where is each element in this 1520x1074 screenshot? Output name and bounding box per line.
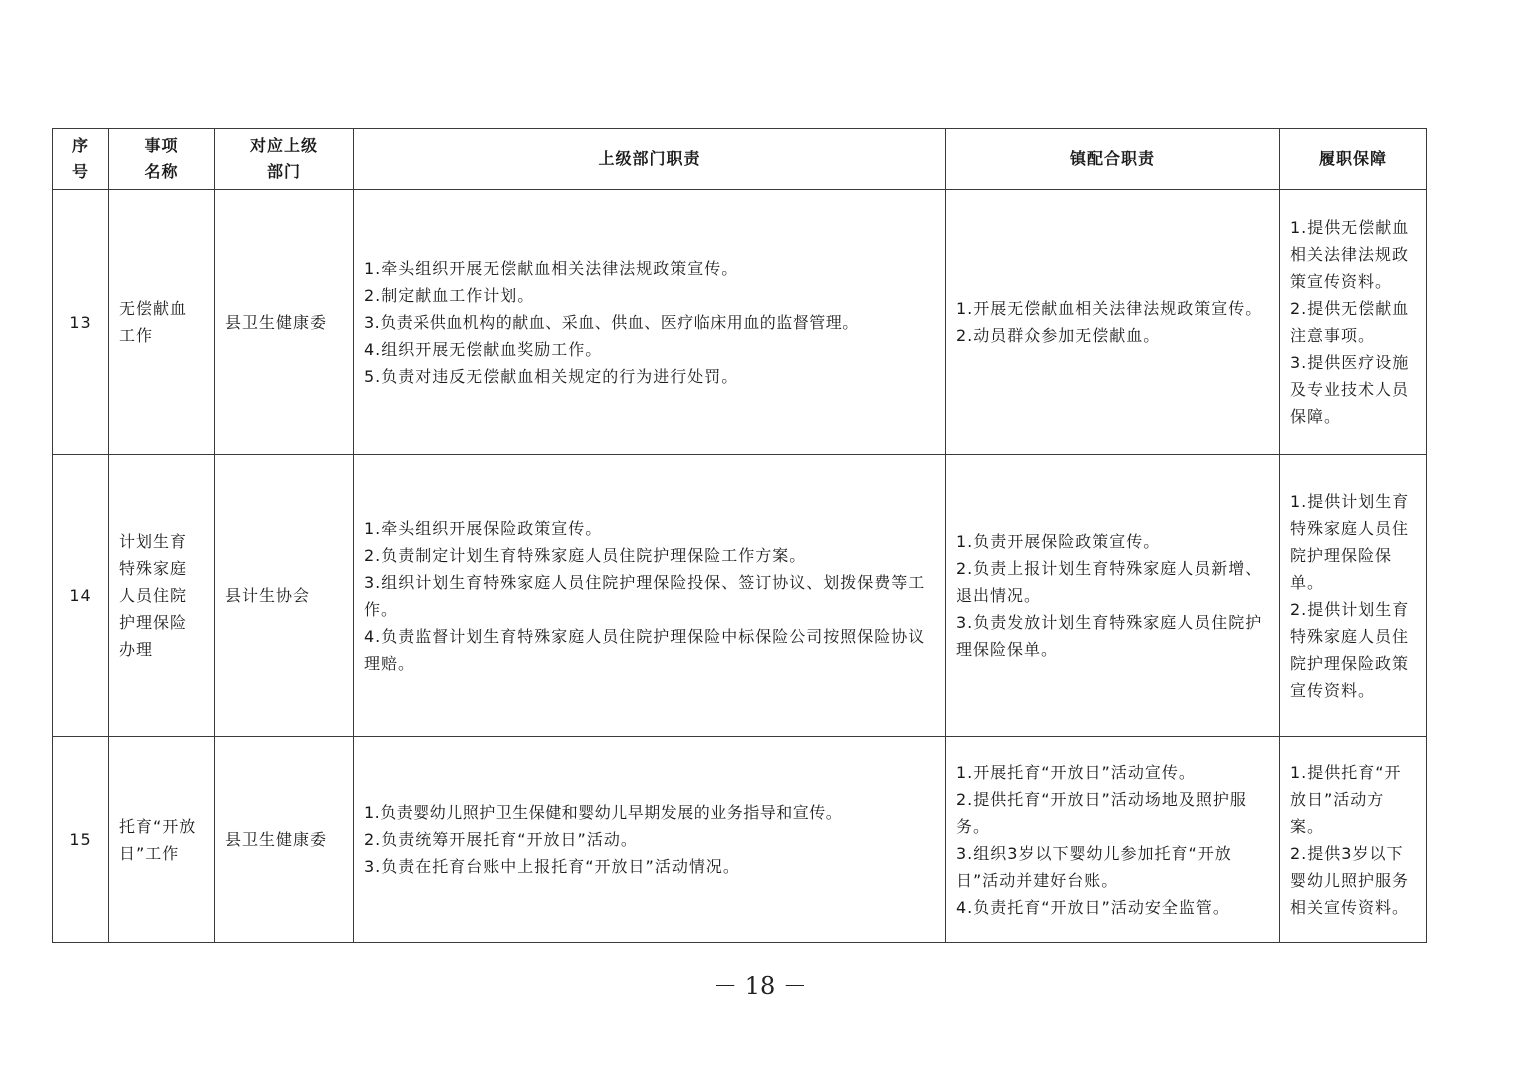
row-town-duties bbox=[946, 455, 1280, 737]
duty-line: 3.负责在托育台账中上报托育“开放日”活动情况。 bbox=[364, 857, 740, 876]
town-duty-line: 1.开展无偿献血相关法律法规政策宣传。 bbox=[956, 299, 1263, 318]
guarantee-line: 2.提供计划生育特殊家庭人员住院护理保险政策宣传资料。 bbox=[1290, 599, 1410, 700]
row-item-name: 托育“开放 日”工作 bbox=[109, 737, 215, 943]
duty-line: 5.负责对违反无偿献血相关规定的行为进行处罚。 bbox=[364, 366, 739, 386]
town-duty-line: 3.负责发放计划生育特殊家庭人员住院护理保险保单。 bbox=[956, 613, 1263, 659]
town-duty-line: 2.动员群众参加无偿献血。 bbox=[956, 326, 1161, 345]
duty-line: 2.负责统筹开展托育“开放日”活动。 bbox=[364, 830, 638, 849]
header-seq: 序 号 bbox=[53, 129, 109, 190]
town-duty-line: 2.负责上报计划生育特殊家庭人员新增、退出情况。 bbox=[956, 559, 1263, 605]
duty-line: 2.制定献血工作计划。 bbox=[364, 285, 535, 305]
duty-line: 1.牵头组织开展保险政策宣传。 bbox=[364, 518, 603, 538]
duty-line: 1.牵头组织开展无偿献血相关法律法规政策宣传。 bbox=[364, 258, 739, 278]
guarantee-line: 2.提供3岁以下婴幼儿照护服务相关宣传资料。 bbox=[1290, 843, 1410, 917]
row-guarantee bbox=[1280, 455, 1427, 737]
header-dept: 对应上级 部门 bbox=[215, 129, 354, 190]
town-duty-line: 2.提供托育“开放日”活动场地及照护服务。 bbox=[956, 789, 1247, 836]
duty-line: 3.组织计划生育特殊家庭人员住院护理保险投保、签订协议、划拨保费等工作。 bbox=[364, 572, 926, 619]
row-item-name: 计划生育 特殊家庭 人员住院 护理保险 办理 bbox=[109, 455, 215, 737]
table-row bbox=[53, 737, 1427, 943]
guarantee-line: 1.提供托育“开放日”活动方案。 bbox=[1290, 762, 1402, 836]
duty-line: 3.负责采供血机构的献血、采血、供血、医疗临床用血的监督管理。 bbox=[364, 312, 859, 332]
table-row bbox=[53, 455, 1427, 737]
guarantee-line: 1.提供计划生育特殊家庭人员住院护理保险保单。 bbox=[1290, 491, 1410, 592]
duty-line: 4.组织开展无偿献血奖励工作。 bbox=[364, 339, 603, 359]
row-dept: 县计生协会 bbox=[215, 455, 354, 737]
duty-line: 2.负责制定计划生育特殊家庭人员住院护理保险工作方案。 bbox=[364, 545, 807, 565]
row-seq: 14 bbox=[53, 455, 109, 737]
row-seq: 15 bbox=[53, 737, 109, 943]
row-seq: 13 bbox=[53, 190, 109, 455]
header-item: 事项 名称 bbox=[109, 129, 215, 190]
guarantee-line: 3.提供医疗设施及专业技术人员保障。 bbox=[1290, 353, 1410, 426]
row-dept: 县卫生健康委 bbox=[215, 190, 354, 455]
row-town-duties bbox=[946, 737, 1280, 943]
row-superior-duties bbox=[354, 737, 946, 943]
header-row bbox=[53, 129, 1427, 190]
row-town-duties bbox=[946, 190, 1280, 455]
duty-line: 1.负责婴幼儿照护卫生保健和婴幼儿早期发展的业务指导和宣传。 bbox=[364, 803, 843, 822]
row-superior-duties bbox=[354, 455, 946, 737]
duties-table bbox=[52, 128, 1427, 943]
row-guarantee bbox=[1280, 737, 1427, 943]
table-row bbox=[53, 190, 1427, 455]
row-superior-duties bbox=[354, 190, 946, 455]
row-item-name: 无偿献血 工作 bbox=[109, 190, 215, 455]
town-duty-line: 3.组织3岁以下婴幼儿参加托育“开放日”活动并建好台账。 bbox=[956, 843, 1232, 890]
header-superior-duties: 上级部门职责 bbox=[354, 129, 946, 190]
header-guarantee: 履职保障 bbox=[1280, 129, 1427, 190]
town-duty-line: 4.负责托育“开放日”活动安全监管。 bbox=[956, 897, 1230, 917]
header-town-duties: 镇配合职责 bbox=[946, 129, 1280, 190]
guarantee-line: 2.提供无偿献血注意事项。 bbox=[1290, 299, 1410, 345]
town-duty-line: 1.开展托育“开放日”活动宣传。 bbox=[956, 762, 1196, 782]
page-number: － 18 － bbox=[713, 972, 807, 1000]
row-guarantee bbox=[1280, 190, 1427, 455]
town-duty-line: 1.负责开展保险政策宣传。 bbox=[956, 532, 1161, 551]
duty-line: 4.负责监督计划生育特殊家庭人员住院护理保险中标保险公司按照保险协议理赔。 bbox=[364, 626, 926, 673]
row-dept: 县卫生健康委 bbox=[215, 737, 354, 943]
guarantee-line: 1.提供无偿献血相关法律法规政策宣传资料。 bbox=[1290, 218, 1410, 291]
